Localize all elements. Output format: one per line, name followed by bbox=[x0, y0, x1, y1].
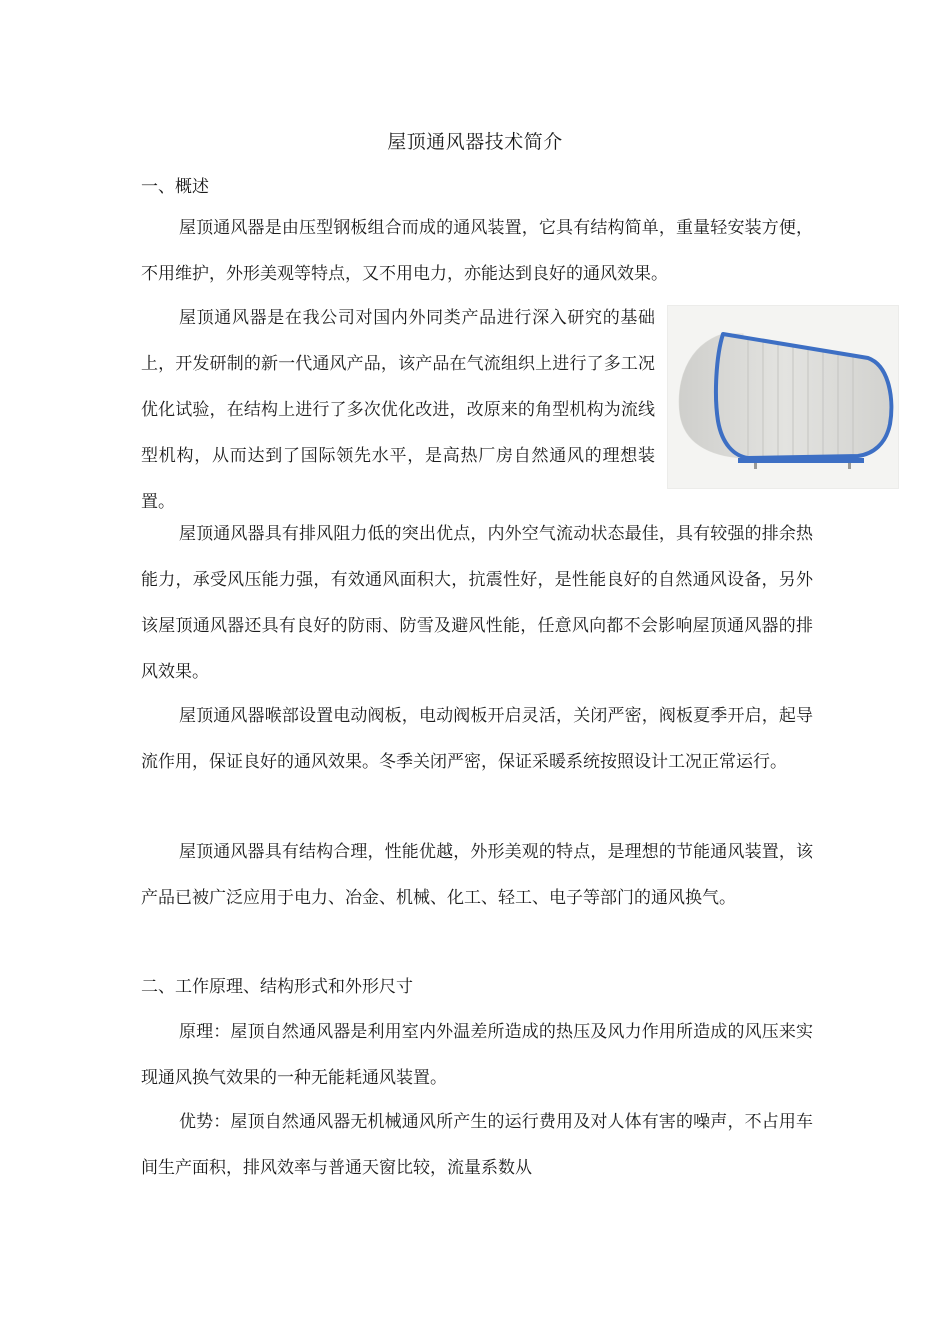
paragraph: 屋顶通风器具有结构合理，性能优越，外形美观的特点，是理想的节能通风装置，该产品已被广泛应用于电力、冶金、机械、化工、轻工、电子等部门的通风换气。 bbox=[141, 842, 813, 908]
paragraph: 屋顶通风器是由压型钢板组合而成的通风装置，它具有结构简单，重量轻安装方便，不用维护，外形美观等特点，又不用电力，亦能达到良好的通风效果。 bbox=[141, 218, 813, 284]
roof-ventilator-image bbox=[667, 305, 899, 489]
paragraph: 屋顶通风器具有排风阻力低的突出优点，内外空气流动状态最佳，具有较强的排余热能力，承受风压能力强，有效通风面积大，抗震性好，是性能良好的自然通风设备，另外该屋顶通风器还具有良好的防雨、防雪及避风性能，任意风向都不会影响屋顶通风器的排风效果。 bbox=[141, 524, 813, 682]
paragraph: 优势：屋顶自然通风器无机械通风所产生的运行费用及对人体有害的噪声，不占用车间生产面积，排风效率与普通天窗比较，流量系数从 bbox=[141, 1112, 813, 1178]
paragraph: 屋顶通风器是在我公司对国内外同类产品进行深入研究的基础上，开发研制的新一代通风产品，该产品在气流组织上进行了多工况优化试验，在结构上进行了多次优化改进，改原来的角型机构为流线型机构，从而达到了国际领先水平，是高热厂房自然通风的理想装置。 bbox=[141, 308, 655, 512]
section-heading-overview: 一、概述 bbox=[141, 177, 209, 197]
paragraph: 原理：屋顶自然通风器是利用室内外温差所造成的热压及风力作用所造成的风压来实现通风换气效果的一种无能耗通风装置。 bbox=[141, 1022, 813, 1088]
roof-ventilator-photo-icon bbox=[668, 306, 898, 488]
page-title: 屋顶通风器技术简介 bbox=[387, 131, 563, 153]
section-heading-principle: 二、工作原理、结构形式和外形尺寸 bbox=[141, 977, 413, 997]
paragraph: 屋顶通风器喉部设置电动阀板，电动阀板开启灵活，关闭严密，阀板夏季开启，起导流作用，保证良好的通风效果。冬季关闭严密，保证采暖系统按照设计工况正常运行。 bbox=[141, 706, 813, 772]
